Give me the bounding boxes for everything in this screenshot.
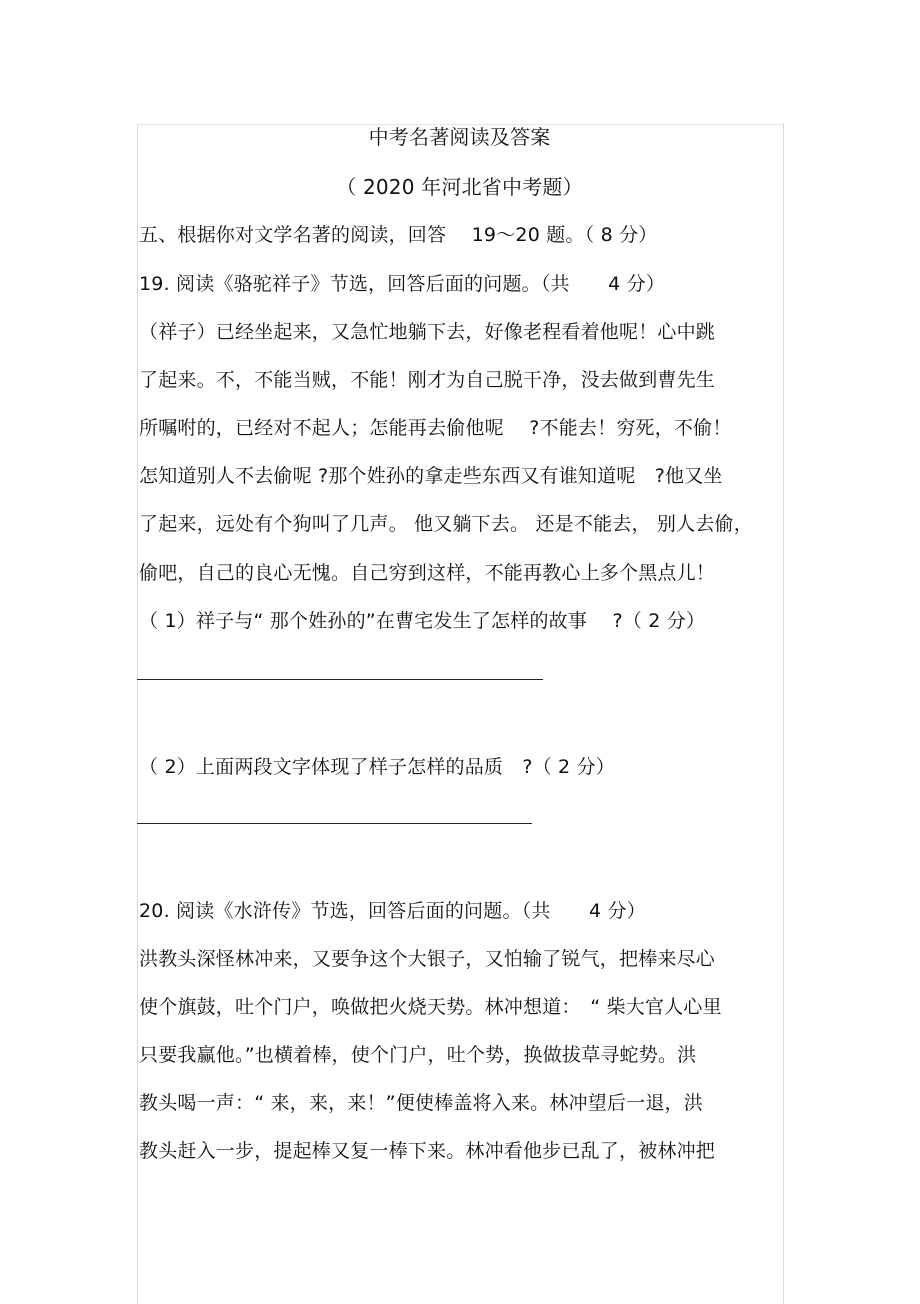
passage-line: 了起来。不，不能当贼，不能！刚才为自己脱干净，没去做到曹先生 (139, 369, 716, 391)
passage-line: 怎知道别人不去偷呢 ?那个姓孙的拿走些东西又有谁知道呢 ?他又坐 (139, 465, 723, 487)
passage-line: 教头赶入一步，提起棒又复一棒下来。林冲看他步已乱了，被林冲把 (139, 1140, 716, 1162)
question-19-sub2: （ 2）上面两段文字体现了样子怎样的品质 ?（ 2 分） (139, 756, 615, 778)
passage-line: 所嘱咐的，已经对不起人；怎能再去偷他呢 ?不能去！穷死，不偷！ (139, 417, 732, 439)
answer-line-19-2[interactable] (137, 823, 532, 824)
question-19-heading: 19. 阅读《骆驼祥子》节选，回答后面的问题。（共 4 分） (139, 273, 666, 295)
passage-line: 使个旗鼓，吐个门户，唤做把火烧天势。林冲想道： “ 柴大官人心里 (139, 996, 722, 1018)
passage-line: 只要我赢他。”也横着棒，使个门户，吐个势，换做拔草寻蛇势。洪 (139, 1044, 697, 1066)
answer-line-19-1[interactable] (137, 679, 543, 680)
passage-line: 了起来，远处有个狗叫了几声。 他又躺下去。 还是不能去， 别人去偷， (139, 513, 753, 535)
question-20-heading: 20. 阅读《水浒传》节选，回答后面的问题。（共 4 分） (139, 900, 646, 922)
passage-line: 洪教头深怪林冲来，又要争这个大银子，又怕输了锐气，把棒来尽心 (139, 948, 716, 970)
passage-line: 偷吧，自己的良心无愧。自己穷到这样，不能再教心上多个黑点儿！ (139, 562, 716, 584)
question-19-sub1: （ 1）祥子与“ 那个姓孙的”在曹宅发生了怎样的故事 ?（ 2 分） (139, 610, 706, 632)
document-title: 中考名著阅读及答案 (368, 125, 551, 149)
passage-line: （祥子）已经坐起来，又急忙地躺下去，好像老程看着他呢！心中跳 (139, 321, 716, 343)
document-subtitle: （ 2020 年河北省中考题） (336, 175, 583, 199)
page-border (137, 124, 784, 1304)
passage-line: 教头喝一声：“ 来，来，来！”便使棒盖将入来。林冲望后一退，洪 (139, 1092, 703, 1114)
section-header: 五、根据你对文学名著的阅读，回答 19～20 题。（ 8 分） (139, 224, 658, 246)
